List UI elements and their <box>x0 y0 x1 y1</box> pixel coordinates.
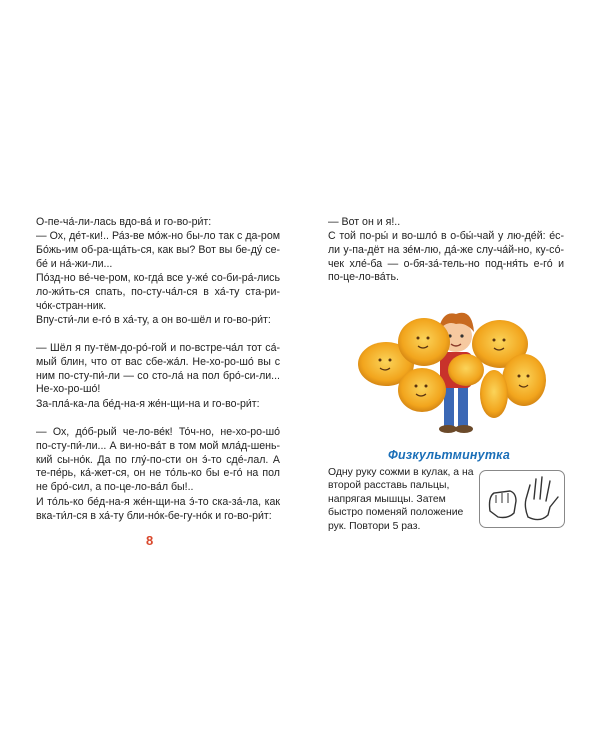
paragraph: — Вот он и я!.. <box>328 216 401 228</box>
pancake-boy-illustration <box>356 292 552 442</box>
paragraph: — Шёл я пу-тём-до-ро́-гой и по-встре-ча́л тот са́-мый блин, что от вас сбе-жа́л. Не-хо-ро-шо́ вы с ним по-сту-пи́-ли — со сто-ла́ на пол бро́-си-ли... Не-хо-ро-шо́! <box>36 342 280 396</box>
section-title: Физкультминутка <box>388 448 510 462</box>
paragraph: Впу-сти́-ли е-го́ в ха́-ту, а он во-шёл и го-во-ри́т: <box>36 314 271 326</box>
paragraph: За-пла́-ка-ла бе́д-на-я же́н-щи-на и го-во-ри́т: <box>36 398 260 410</box>
paragraph: С той по-ры́ и во-шло́ в о-бы́-чай у лю-де́й: е́с-ли у-па-дёт на зе́м-лю, да́-же слу-ча́й-но, ку-со́-чек хле́-ба — о-бя-за́-тель-но под-ня́ть е-го́ и по-це-ло-ва́ть. <box>328 230 564 284</box>
paragraph: По́зд-но ве́-че-ром, ко-гда́ все у-же́ со-би-ра́-лись ло-жи́ть-ся спать, по-сту-ча́л-ся в ха́-ту ста-ри-чо́к-стран-ник. <box>36 272 280 312</box>
exercise-block <box>328 466 564 532</box>
page-number: 8 <box>146 533 154 548</box>
paragraph: — Ох, де́т-ки!.. Ра́з-ве мо́ж-но бы-ло так с да-ром Бо́жь-им об-ра-ща́ть-ся, как вы? Вот вы бе-ду́ се-бе́ и на́-жи-ли... <box>36 230 280 270</box>
hands-icon <box>479 470 565 528</box>
paragraph: О-пе-ча́-ли-лась вдо-ва́ и го-во-ри́т: <box>36 216 212 228</box>
exercise-text: Одну руку сожми в кулак, а на второй расставь пальцы, напрягая мышцы. Затем быстро поменяй положение рук. Повтори 5 раз. <box>328 467 474 532</box>
paragraph: — Ох, до́б-рый че-ло-ве́к! То́ч-но, не-хо-ро-шо́ по-сту-пи́-ли... А ви-но-ва́т в том мой мла́д-шень-кий сы-но́к. Да по глу́-по-сти он э́-то сде́-лал. А те-пе́рь, ка́-жет-ся, он не то́ль-ко бы е-го́ на пол не бро́-сил, а по-це-ло-ва́л бы!.. <box>36 426 280 494</box>
paragraph: И то́ль-ко бе́д-на-я же́н-щи-на э́-то ска-за́-ла, как вка-ти́л-ся в ха́-ту бли-но́к-бе-гу-но́к и го-во-ри́т: <box>36 496 280 522</box>
